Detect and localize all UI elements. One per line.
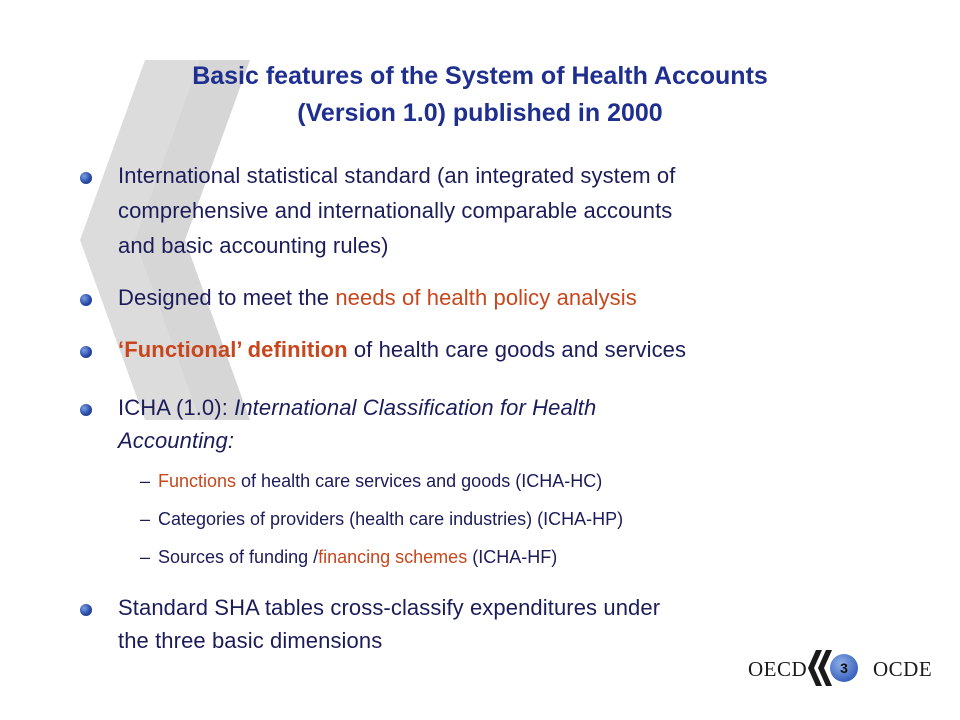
title-line-2: (Version 1.0) published in 2000	[297, 99, 663, 127]
bullet-text	[118, 282, 637, 313]
bullet-text-plain: ICHA (1.0):	[118, 395, 235, 420]
subitem-text: of health care services and goods (ICHA-HC)	[236, 471, 603, 491]
oecd-logo-text: OECD	[748, 657, 808, 681]
bullet-text-line: the three basic dimensions	[118, 628, 383, 653]
dash-marker: –	[140, 471, 151, 491]
subitem-providers	[140, 507, 624, 531]
bullet-text-italic: Accounting:	[118, 428, 235, 453]
bullet-text-italic: International Classification for Health	[234, 395, 597, 420]
ocde-logo-text: OCDE	[873, 657, 933, 681]
subitem-text: Categories of providers (health care industries) (ICHA-HP)	[158, 509, 624, 529]
bullet-text-line: Standard SHA tables cross-classify expenditures under	[118, 595, 661, 620]
bullet-dot-icon	[80, 172, 92, 184]
bullet-text	[118, 392, 596, 423]
bullet-dot-icon	[80, 604, 92, 616]
slide-title	[80, 58, 880, 132]
subitem-accent: Functions	[158, 471, 237, 491]
title-line-1: Basic features of the System of Health Accounts	[192, 62, 768, 90]
subitem-accent: financing schemes	[318, 547, 468, 567]
subitem-text: Sources of funding /	[158, 547, 319, 567]
bullet-text-line: International statistical standard (an integrated system of	[118, 163, 676, 188]
bullet-text	[118, 334, 686, 365]
subitem-text: (ICHA-HF)	[467, 547, 558, 567]
dash-marker: –	[140, 509, 151, 529]
bullet-text-plain: of health care goods and services	[347, 337, 687, 362]
dash-marker: –	[140, 547, 151, 567]
subitem-functions	[140, 469, 603, 493]
bullet-text-accent: ‘Functional’ definition	[118, 337, 348, 362]
oecd-logo	[748, 648, 938, 688]
bullet-dot-icon	[80, 346, 92, 358]
bullet-dot-icon	[80, 294, 92, 306]
bullet-text-accent: needs of health policy analysis	[335, 285, 637, 310]
bullet-dot-icon	[80, 404, 92, 416]
bullet-text-plain: Designed to meet the	[118, 285, 336, 310]
bullet-text-line: and basic accounting rules)	[118, 233, 389, 258]
page-number: 3	[830, 654, 858, 682]
subitem-funding	[140, 545, 558, 569]
bullet-text-line: comprehensive and internationally comparable accounts	[118, 198, 673, 223]
